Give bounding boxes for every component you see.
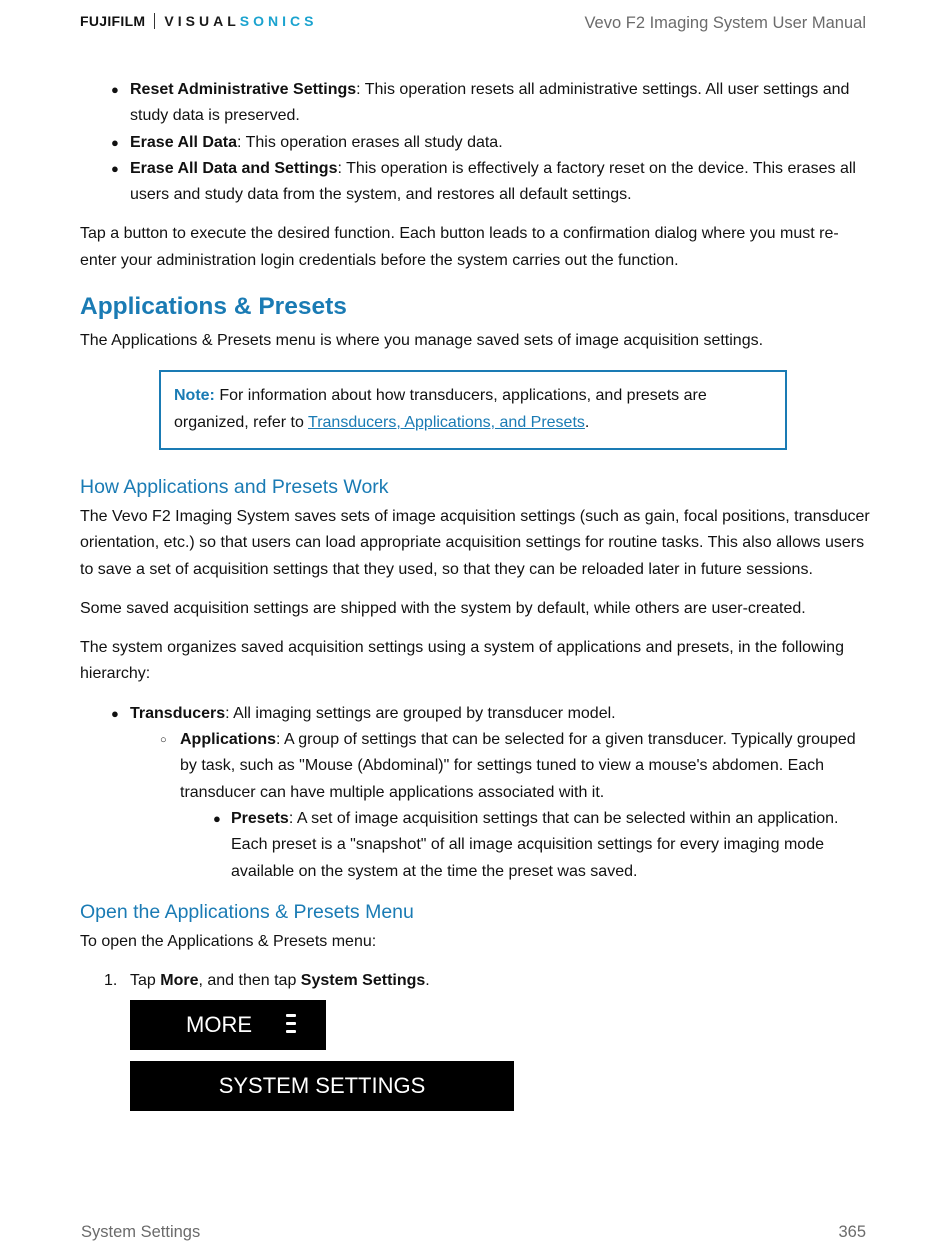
transducers-link[interactable]: Transducers, Applications, and Presets: [308, 413, 585, 431]
bullet-icon: ●: [111, 160, 119, 176]
steps-list: [80, 968, 870, 994]
list-item-term: Erase All Data and Settings: [130, 159, 338, 177]
list-item-presets: [80, 806, 870, 885]
how-paragraph-1: The Vevo F2 Imaging System saves sets of image acquisition settings (such as gain, focal positions, transducer orientation, etc.) so that users can load appropriate acquisition settings for routine tasks. This also allows users to save a set of acquisition settings that they used, so that they can be reloaded later in future sessions.: [80, 507, 870, 578]
list-item-desc: : A group of settings that can be selected for a given transducer. Typically grouped by task, such as "Mouse (Abdominal)" for settings tuned to view a mouse's abdomen. Each transducer can have multiple applications associated with it.: [180, 731, 856, 801]
bullet-icon: ●: [111, 705, 119, 721]
tap-paragraph: Tap a button to execute the desired function. Each button leads to a confirmation dialog where you must re-enter your administration login credentials before the system carries out the function.: [80, 225, 839, 269]
list-item-desc: : This operation erases all study data.: [237, 133, 503, 151]
list-item-term: Applications: [180, 731, 277, 749]
step-item: [80, 968, 870, 994]
note-end: .: [584, 413, 590, 431]
bullet-icon: ●: [213, 810, 221, 826]
page-header: [80, 10, 866, 38]
step-text-mid: , and then tap: [198, 972, 301, 990]
kebab-menu-icon: [286, 1014, 296, 1036]
list-item-applications: [80, 727, 870, 806]
list-item-term: Erase All Data: [130, 133, 238, 151]
list-item-desc: : This operation resets all administrative settings. All user settings and study data is preserved.: [130, 81, 850, 125]
logo-visual: VISUAL: [164, 13, 240, 29]
list-item: [80, 77, 870, 130]
note-box: [159, 370, 787, 450]
bullet-icon: ●: [111, 134, 119, 150]
note-text: For information about how transducers, applications, and presets are organized, refer to: [174, 387, 707, 431]
list-item-desc: : All imaging settings are grouped by transducer model.: [225, 704, 616, 722]
list-item-desc: : A set of image acquisition settings that can be selected within an application. Each preset is a "snapshot" of all image acquisition settings for every imaging mode available on the system at the time the preset was saved.: [231, 809, 839, 880]
section-intro: The Applications & Presets menu is where you manage saved sets of image acquisition settings.: [80, 332, 764, 350]
section-title: Applications & Presets: [80, 293, 347, 321]
more-button[interactable]: [130, 1000, 326, 1050]
list-item-term: Presets: [231, 809, 289, 827]
list-item: [80, 130, 870, 156]
open-heading: Open the Applications & Presets Menu: [80, 900, 414, 923]
page-number: 365: [838, 1223, 866, 1241]
step-text-pre: Tap: [130, 972, 161, 990]
step-system-settings: System Settings: [300, 972, 426, 990]
circle-bullet-icon: ○: [160, 734, 167, 747]
bullet-icon: ●: [111, 82, 119, 97]
list-item-desc: : This operation is effectively a factory reset on the device. This erases all users and study data from the system, and restores all default settings.: [130, 159, 856, 204]
list-item: [80, 156, 870, 209]
note-label: Note:: [174, 387, 215, 405]
system-settings-button[interactable]: [130, 1061, 514, 1111]
company-logo: [80, 13, 317, 29]
more-button-label: MORE: [186, 1012, 252, 1038]
list-item-term: Transducers: [130, 704, 226, 722]
logo-sonics: SONICS: [239, 13, 318, 29]
manual-title: Vevo F2 Imaging System User Manual: [584, 14, 866, 32]
step-number: 1.: [104, 972, 118, 990]
list-item-transducers: [80, 701, 870, 727]
footer-section: System Settings: [81, 1223, 201, 1241]
how-heading: How Applications and Presets Work: [80, 475, 389, 498]
system-settings-button-label: SYSTEM SETTINGS: [218, 1073, 426, 1099]
how-paragraph-2: Some saved acquisition settings are shipped with the system by default, while others are user-created.: [80, 599, 806, 617]
open-intro: To open the Applications & Presets menu:: [80, 932, 377, 950]
reset-options-list: [80, 77, 870, 208]
hierarchy-list: [80, 701, 870, 885]
logo-divider: [154, 13, 155, 29]
step-more: More: [160, 972, 199, 990]
page-content: [80, 77, 870, 1111]
list-item-term: Reset Administrative Settings: [130, 81, 357, 98]
logo-fujifilm: FUJIFILM: [80, 13, 146, 29]
how-paragraph-3: The system organizes saved acquisition settings using a system of applications and presets, in the following hierarchy:: [80, 639, 844, 683]
step-text-end: .: [425, 972, 430, 990]
